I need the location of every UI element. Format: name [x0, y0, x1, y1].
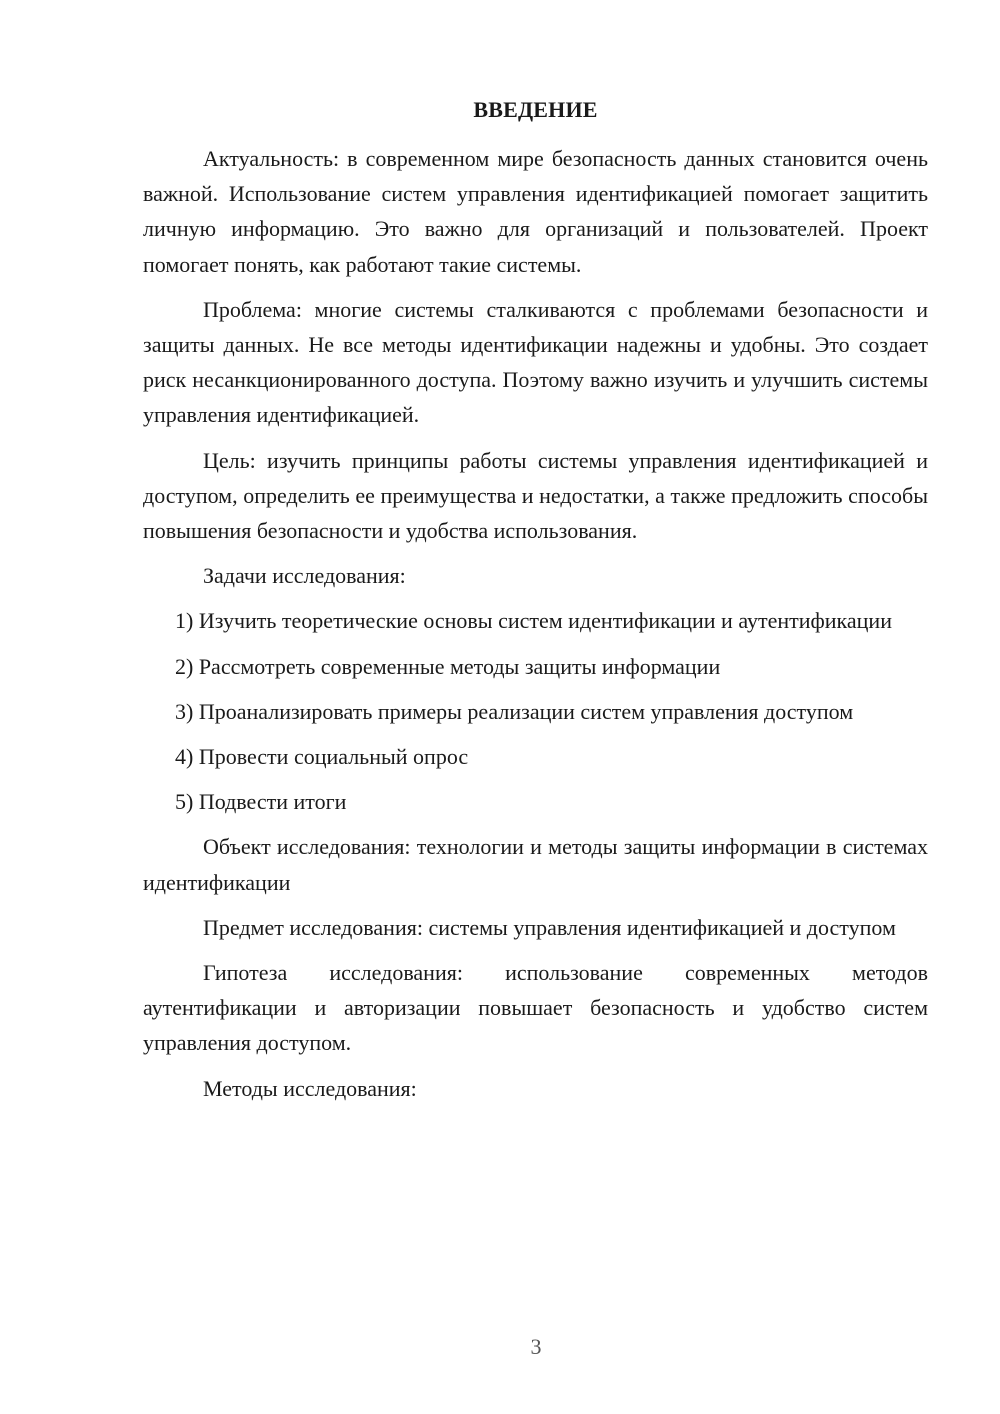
task-item-4: 4) Провести социальный опрос — [175, 744, 469, 770]
task-item-3: 3) Проанализировать примеры реализации систем управления доступом — [175, 698, 854, 724]
paragraph-goal: Цель: изучить принципы работы системы управления идентификацией и доступом, определить ее преимущества и недостатки, а также предложить способы повышения безопасности и удобства использования. — [143, 447, 928, 544]
task-item-1: 1) Изучить теоретические основы систем идентификации и аутентификации — [175, 608, 892, 634]
paragraph-subject: Предмет исследования: системы управления идентификацией и доступом — [203, 914, 896, 940]
task-item-2: 2) Рассмотреть современные методы защиты информации — [175, 653, 721, 679]
paragraph-object: Объект исследования: технологии и методы защиты информации в системах идентификации — [143, 834, 928, 895]
paragraph-relevance: Актуальность: в современном мире безопасность данных становится очень важной. Использование систем управления идентификацией помогает защитить личную информацию. Это важно для организаций и пользователей. Проект помогает понять, как работают такие системы. — [143, 146, 928, 277]
tasks-heading: Задачи исследования: — [203, 563, 406, 589]
task-item-5: 5) Подвести итоги — [175, 789, 347, 815]
paragraph-hypothesis: Гипотеза исследования: использование современных методов аутентификации и авторизации повышает безопасность и удобство систем управления доступом. — [143, 960, 928, 1056]
document-page — [143, 92, 928, 1116]
methods-heading: Методы исследования: — [203, 1075, 417, 1101]
page-number: 3 — [530, 1334, 542, 1359]
page-title: ВВЕДЕНИЕ — [473, 97, 598, 122]
paragraph-problem: Проблема: многие системы сталкиваются с проблемами безопасности и защиты данных. Не все методы идентификации надежны и удобны. Это создает риск несанкционированного доступа. Поэтому важно изучить и улучшить системы управления идентификацией. — [143, 296, 928, 428]
